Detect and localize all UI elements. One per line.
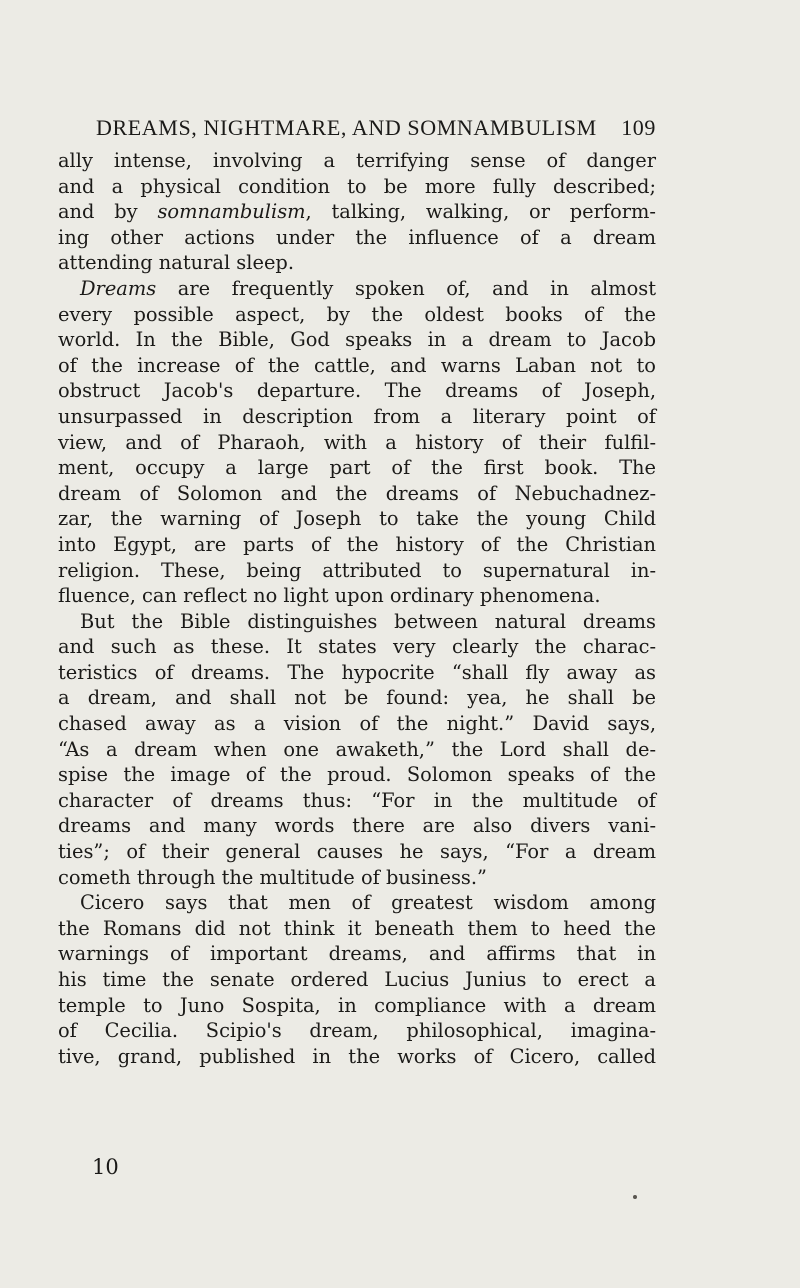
- text-line: world. In the Bible, God speaks in a dream to Jacob: [58, 328, 656, 352]
- text-line: religion. These, being attributed to supernatural in-: [58, 558, 656, 582]
- ink-speck: [633, 1195, 637, 1199]
- page-number: 109: [621, 115, 656, 140]
- italic-term: somnambulism: [157, 200, 306, 224]
- text-line: [58, 276, 656, 302]
- signature-mark: 10: [92, 1155, 119, 1179]
- text-line: the Romans did not think it beneath them to heed the: [58, 916, 656, 940]
- running-head: [96, 115, 656, 141]
- text-line: “As a dream when one awaketh,” the Lord shall de-: [58, 737, 656, 761]
- text-line: a dream, and shall not be found: yea, he shall be: [58, 686, 656, 710]
- running-head-title: DREAMS, NIGHTMARE, AND SOMNAMBULISM: [96, 115, 597, 140]
- text-line: zar, the warning of Joseph to take the young Child: [58, 507, 656, 531]
- text-line: ally intense, involving a terrifying sense of danger: [58, 149, 656, 172]
- text-line: Cicero says that men of greatest wisdom among: [80, 891, 656, 915]
- text-line: ment, occupy a large part of the first book. The: [58, 456, 656, 480]
- text-line: chased away as a vision of the night.” David says,: [58, 712, 656, 736]
- text-line: teristics of dreams. The hypocrite “shall fly away as: [58, 660, 656, 684]
- text-line: obstruct Jacob's departure. The dreams of Joseph,: [58, 379, 656, 403]
- text-line: view, and of Pharaoh, with a history of their fulfil-: [58, 430, 656, 454]
- text-line: fluence, can reflect no light upon ordinary phenomena.: [58, 584, 601, 608]
- text-line: dreams and many words there are also divers vani-: [58, 814, 656, 838]
- text-line: ing other actions under the influence of a dream: [58, 225, 656, 249]
- text-line: every possible aspect, by the oldest books of the: [58, 302, 656, 326]
- text-line: warnings of important dreams, and affirms that in: [58, 942, 656, 966]
- text-run: and by: [58, 200, 158, 224]
- text-line: and a physical condition to be more fully described;: [58, 174, 656, 198]
- text-line: of Cecilia. Scipio's dream, philosophical, imagina-: [58, 1019, 656, 1043]
- text-line: cometh through the multitude of business.”: [58, 865, 487, 889]
- text-line: temple to Juno Sospita, in compliance with a dream: [58, 993, 656, 1017]
- italic-term: Dreams: [80, 276, 157, 300]
- text-line: of the increase of the cattle, and warns Laban not to: [58, 353, 656, 377]
- text-line: tive, grand, published in the works of Cicero, called: [58, 1044, 656, 1068]
- text-line: character of dreams thus: “For in the multitude of: [58, 788, 656, 812]
- text-line: attending natural sleep.: [58, 251, 294, 275]
- text-line: ties”; of their general causes he says, “For a dream: [58, 840, 656, 864]
- text-line: spise the image of the proud. Solomon speaks of the: [58, 763, 656, 787]
- body-text: [58, 148, 656, 1069]
- text-line: But the Bible distinguishes between natural dreams: [80, 609, 656, 633]
- text-run: are frequently spoken of, and in almost: [156, 276, 656, 300]
- text-run: , talking, walking, or perform-: [305, 200, 656, 224]
- text-line: dream of Solomon and the dreams of Nebuchadnez-: [58, 481, 656, 505]
- text-line: unsurpassed in description from a literary point of: [58, 404, 656, 428]
- text-line: and such as these. It states very clearly the charac-: [58, 635, 656, 659]
- text-line: his time the senate ordered Lucius Junius to erect a: [58, 968, 656, 991]
- text-line: into Egypt, are parts of the history of the Christian: [58, 532, 656, 556]
- text-line: [58, 199, 656, 225]
